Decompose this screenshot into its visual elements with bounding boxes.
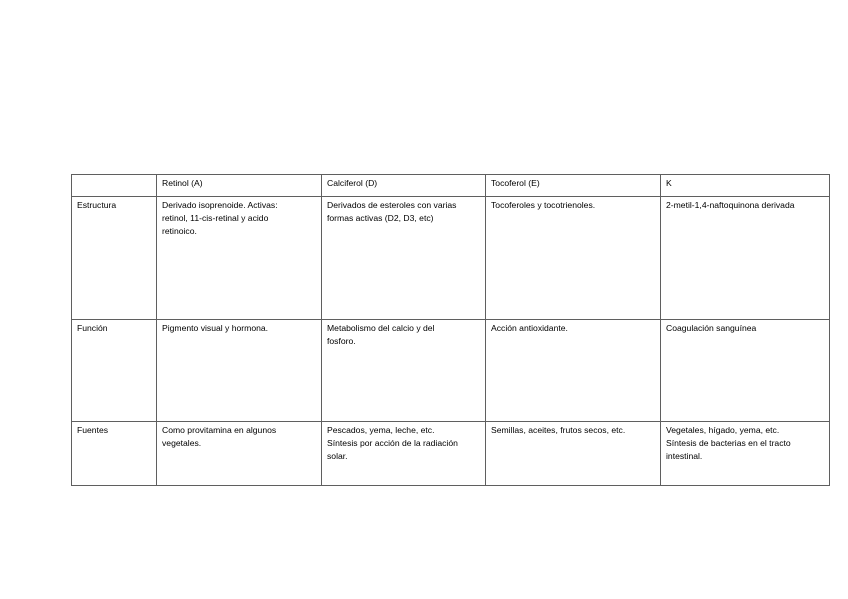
cell-line: Coagulación sanguínea bbox=[666, 323, 757, 333]
cell-line: Síntesis de bacterias en el tracto bbox=[666, 438, 791, 448]
cell-line: fosforo. bbox=[327, 336, 356, 346]
cell-line: vegetales. bbox=[162, 438, 202, 448]
header-cell-calciferol: Calciferol (D) bbox=[322, 175, 486, 197]
cell-line: formas activas (D2, D3, etc) bbox=[327, 213, 434, 223]
header-cell-k: K bbox=[661, 175, 830, 197]
header-cell-tocoferol: Tocoferol (E) bbox=[486, 175, 661, 197]
cell-line: Como provitamina en algunos bbox=[162, 425, 277, 435]
cell-line: Metabolismo del calcio y del bbox=[327, 323, 435, 333]
cell-estructura-tocoferol bbox=[486, 197, 661, 320]
cell-funcion-k bbox=[661, 320, 830, 422]
cell-funcion-calciferol bbox=[322, 320, 486, 422]
cell-line: Pigmento visual y hormona. bbox=[162, 323, 269, 333]
cell-line: Semillas, aceites, frutos secos, etc. bbox=[491, 425, 626, 435]
cell-line: Pescados, yema, leche, etc. bbox=[327, 425, 435, 435]
cell-line: solar. bbox=[327, 451, 348, 461]
cell-line: Derivados de esteroles con varias bbox=[327, 200, 457, 210]
row-label-fuentes: Fuentes bbox=[72, 422, 157, 486]
vitamins-table bbox=[71, 174, 830, 486]
header-cell-retinol: Retinol (A) bbox=[157, 175, 322, 197]
row-label-funcion: Función bbox=[72, 320, 157, 422]
cell-fuentes-retinol bbox=[157, 422, 322, 486]
cell-line: Síntesis por acción de la radiación bbox=[327, 438, 458, 448]
cell-estructura-retinol bbox=[157, 197, 322, 320]
cell-estructura-k bbox=[661, 197, 830, 320]
cell-fuentes-calciferol bbox=[322, 422, 486, 486]
header-row bbox=[72, 175, 830, 197]
cell-line: 2-metil-1,4-naftoquinona derivada bbox=[666, 200, 795, 210]
cell-funcion-retinol bbox=[157, 320, 322, 422]
cell-line: retinol, 11-cis-retinal y acido bbox=[162, 213, 269, 223]
cell-funcion-tocoferol bbox=[486, 320, 661, 422]
table-row-funcion bbox=[72, 320, 830, 422]
cell-line: retinoico. bbox=[162, 226, 197, 236]
table-row-fuentes bbox=[72, 422, 830, 486]
cell-line: Vegetales, hígado, yema, etc. bbox=[666, 425, 780, 435]
header-cell-empty bbox=[72, 175, 157, 197]
table-row-estructura bbox=[72, 197, 830, 320]
cell-estructura-calciferol bbox=[322, 197, 486, 320]
row-label-estructura: Estructura bbox=[72, 197, 157, 320]
cell-line: Acción antioxidante. bbox=[491, 323, 568, 333]
cell-fuentes-tocoferol bbox=[486, 422, 661, 486]
cell-line: intestinal. bbox=[666, 451, 703, 461]
cell-fuentes-k bbox=[661, 422, 830, 486]
cell-line: Tocoferoles y tocotrienoles. bbox=[491, 200, 596, 210]
cell-line: Derivado isoprenoide. Activas: bbox=[162, 200, 278, 210]
